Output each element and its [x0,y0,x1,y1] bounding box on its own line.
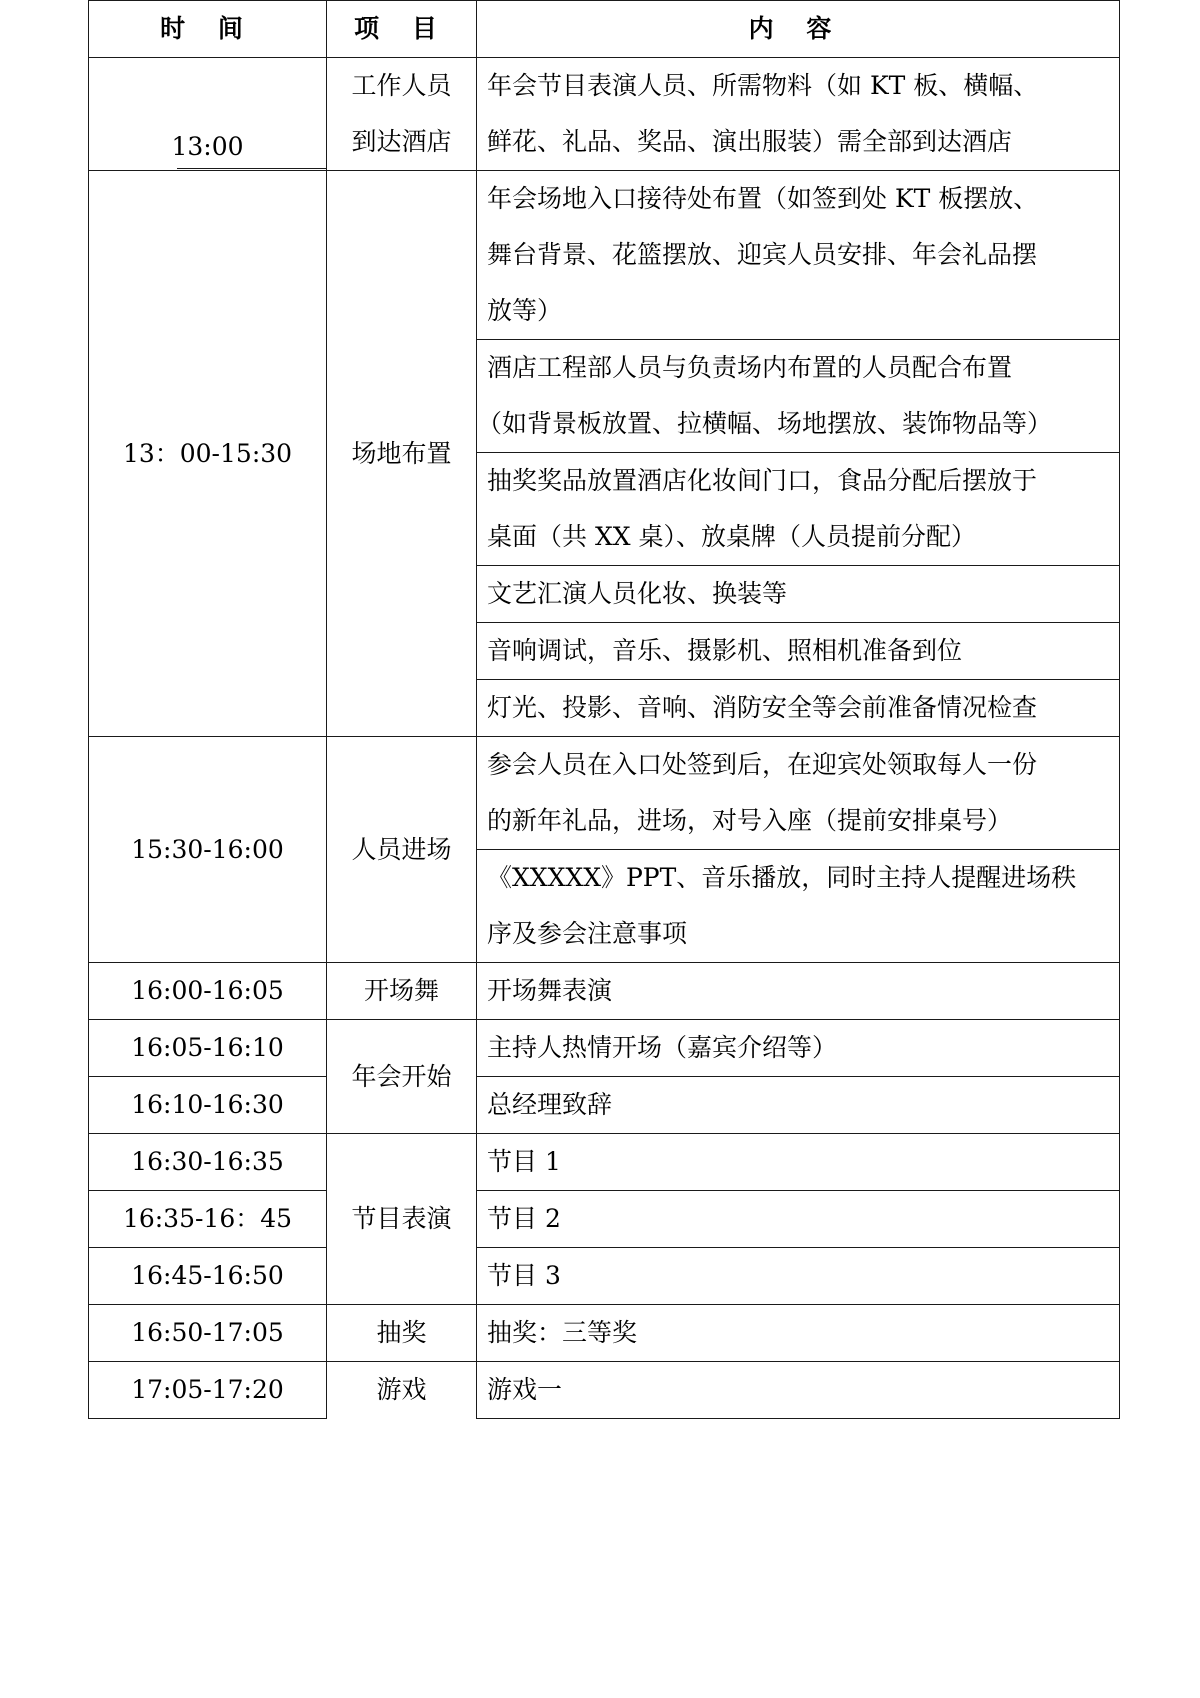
time-cell: 16:10-16:30 [89,1077,327,1134]
content-cell: 抽奖：三等奖 [477,1305,1120,1362]
header-time-label: 时 间 [160,14,255,43]
content-cell [477,850,1120,963]
header-item [327,1,477,58]
strike-line [177,168,327,169]
table-row [89,1191,1120,1248]
content-line: 舞台背景、花篮摆放、迎宾人员安排、年会礼品摆 [487,240,1038,269]
time-cell: 16:35-16：45 [89,1191,327,1248]
content-cell: 年会节目表演人员、所需物料（如 KT 板、横幅、 [477,58,1120,115]
content-line: 桌面（共 XX 桌）、放桌牌（人员提前分配） [487,522,976,551]
schedule-table [88,0,1120,1419]
table-row [89,1077,1120,1134]
table-row [89,171,1120,340]
header-content-label: 内 容 [748,14,844,43]
time-text: 13:00 [171,132,244,161]
content-cell [477,566,1120,623]
table-row [89,1248,1120,1305]
content-cell: 鲜花、礼品、奖品、演出服装）需全部到达酒店 [477,114,1120,171]
table-row [89,963,1120,1020]
content-cell: 游戏一 [477,1362,1120,1419]
item-cell: 开场舞 [327,963,477,1020]
time-cell: 17:05-17:20 [89,1362,327,1419]
content-cell: 主持人热情开场（嘉宾介绍等） [477,1020,1120,1077]
content-line: 抽奖奖品放置酒店化妆间门口，食品分配后摆放于 [487,466,1038,495]
item-cell: 年会开始 [327,1020,477,1134]
content-line: 序及参会注意事项 [487,919,688,948]
time-cell: 16:30-16:35 [89,1134,327,1191]
content-cell [477,453,1120,566]
table-row [89,1305,1120,1362]
item-cell: 工作人员 [327,58,477,115]
item-cell: 节目表演 [327,1134,477,1305]
item-cell: 场地布置 [327,171,477,737]
content-cell [477,171,1120,340]
content-line: 的新年礼品，进场，对号入座（提前安排桌号） [487,806,1013,835]
table-row [89,737,1120,850]
time-cell [89,58,327,171]
table-row [89,1362,1120,1419]
content-line: （如背景板放置、拉横幅、场地摆放、装饰物品等） [477,409,1053,438]
table-row [89,1134,1120,1191]
content-line: 酒店工程部人员与负责场内布置的人员配合布置 [487,353,1013,382]
content-cell: 总经理致辞 [477,1077,1120,1134]
time-cell: 16:00-16:05 [89,963,327,1020]
content-line: 《XXXXX》PPT、音乐播放，同时主持人提醒进场秩 [487,863,1077,892]
header-item-label: 项 目 [354,14,449,43]
content-cell: 开场舞表演 [477,963,1120,1020]
content-line: 音响调试，音乐、摄影机、照相机准备到位 [487,636,963,665]
time-cell: 16:50-17:05 [89,1305,327,1362]
content-line: 文艺汇演人员化妆、换装等 [487,579,788,608]
content-cell [477,623,1120,680]
header-time [89,1,327,58]
content-line: 参会人员在入口处签到后，在迎宾处领取每人一份 [487,750,1038,779]
header-content [477,1,1120,58]
table-row [89,58,1120,115]
content-line: 年会场地入口接待处布置（如签到处 KT 板摆放、 [487,184,1039,213]
content-cell: 节目 2 [477,1191,1120,1248]
content-cell: 节目 3 [477,1248,1120,1305]
time-cell: 16:45-16:50 [89,1248,327,1305]
time-cell: 16:05-16:10 [89,1020,327,1077]
item-cell: 游戏 [327,1362,477,1419]
content-cell [477,737,1120,850]
content-line: 放等） [487,296,563,325]
content-cell [477,680,1120,737]
time-cell: 13：00-15:30 [89,171,327,737]
item-cell: 人员进场 [327,737,477,963]
content-cell: 节目 1 [477,1134,1120,1191]
table-row [89,1020,1120,1077]
content-cell [477,340,1120,453]
content-line: 灯光、投影、音响、消防安全等会前准备情况检查 [487,693,1038,722]
item-cell: 抽奖 [327,1305,477,1362]
time-cell: 15:30-16:00 [89,737,327,963]
table-header-row [89,1,1120,58]
item-cell: 到达酒店 [327,114,477,171]
